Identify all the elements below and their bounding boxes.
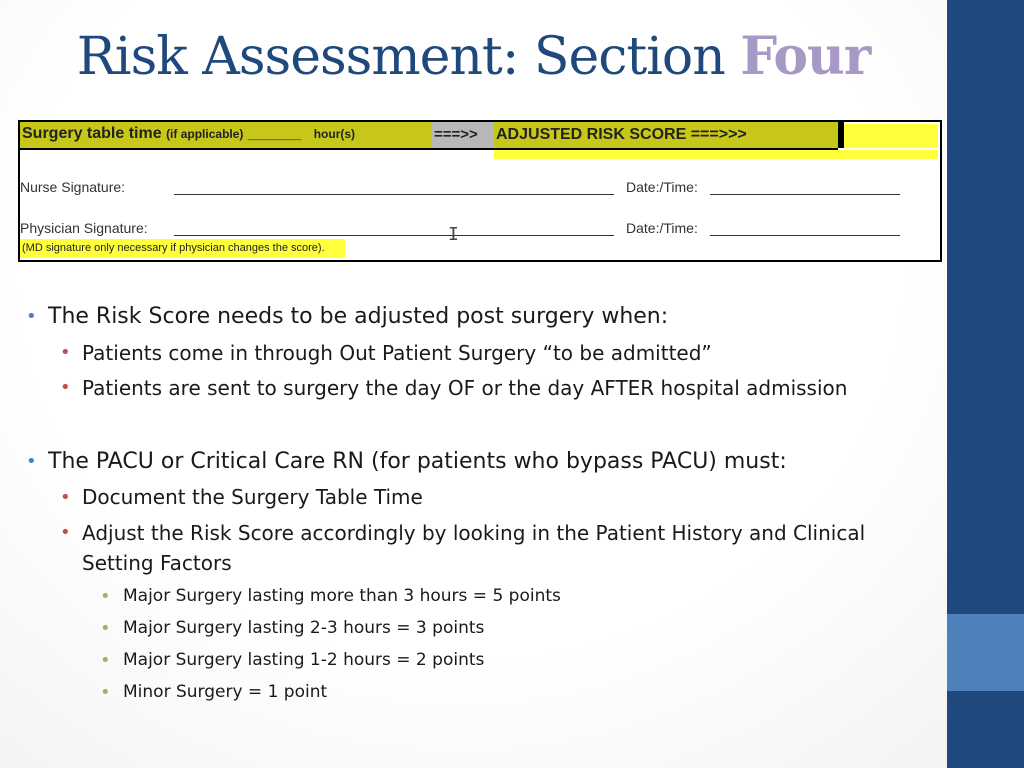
surgery-table-time-label [22, 125, 355, 143]
nurse-date-time-line [710, 194, 900, 195]
bullet-marker: • [60, 342, 71, 363]
i-beam-cursor-icon: I [448, 224, 459, 245]
if-applicable-text: (if applicable) [166, 127, 244, 141]
title-accent: Four [740, 26, 871, 87]
title-main: Risk Assessment: Section [76, 27, 741, 87]
bullet-marker: • [100, 682, 111, 703]
adjusted-score-box [844, 124, 938, 148]
hours-blank: ______ [247, 125, 302, 142]
nurse-date-time-label: Date:/Time: [626, 179, 698, 195]
bullet-level-2: Adjust the Risk Score accordingly by looking in the Patient History and Clinical [82, 521, 866, 545]
hours-text: hour(s) [313, 127, 356, 141]
bullet-level-2-continuation: Setting Factors [82, 551, 232, 575]
physician-date-time-label: Date:/Time: [626, 220, 698, 236]
bullet-level-3: Major Surgery lasting 2-3 hours = 3 points [123, 618, 485, 638]
surgery-table-time-text: Surgery table time [22, 125, 162, 142]
bullet-level-3: Minor Surgery = 1 point [123, 682, 328, 702]
bullet-marker: • [26, 451, 37, 472]
risk-form-snippet [18, 120, 942, 262]
bullet-marker: • [100, 618, 111, 639]
bullet-level-1: The Risk Score needs to be adjusted post surgery when: [48, 304, 669, 329]
md-signature-note: (MD signature only necessary if physician changes the score). [20, 239, 345, 258]
adjusted-risk-score-label: ADJUSTED RISK SCORE ===>>> [496, 126, 747, 143]
nurse-signature-line [174, 194, 614, 195]
arrows-text: ===>> [434, 126, 478, 143]
physician-date-time-line [710, 235, 900, 236]
physician-signature-label: Physician Signature: [20, 220, 148, 236]
bullet-level-3: Major Surgery lasting more than 3 hours = 5 points [123, 586, 561, 606]
bullet-level-2: Patients come in through Out Patient Surgery “to be admitted” [82, 341, 712, 365]
bullet-level-1: The PACU or Critical Care RN (for patients who bypass PACU) must: [48, 449, 787, 474]
slide-title [0, 26, 947, 87]
bullet-marker: • [100, 650, 111, 671]
bullet-marker: • [100, 586, 111, 607]
adjusted-score-strip [838, 150, 938, 159]
physician-signature-line [174, 235, 614, 236]
bullet-level-2: Patients are sent to surgery the day OF or the day AFTER hospital admission [82, 376, 848, 400]
bullet-level-3: Major Surgery lasting 1-2 hours = 2 points [123, 650, 485, 670]
bullet-marker: • [60, 522, 71, 543]
side-decoration-accent [947, 614, 1024, 691]
bullet-marker: • [26, 306, 37, 327]
bullet-level-2: Document the Surgery Table Time [82, 485, 423, 509]
nurse-signature-label: Nurse Signature: [20, 179, 126, 195]
bullet-marker: • [60, 487, 71, 508]
bullet-marker: • [60, 377, 71, 398]
